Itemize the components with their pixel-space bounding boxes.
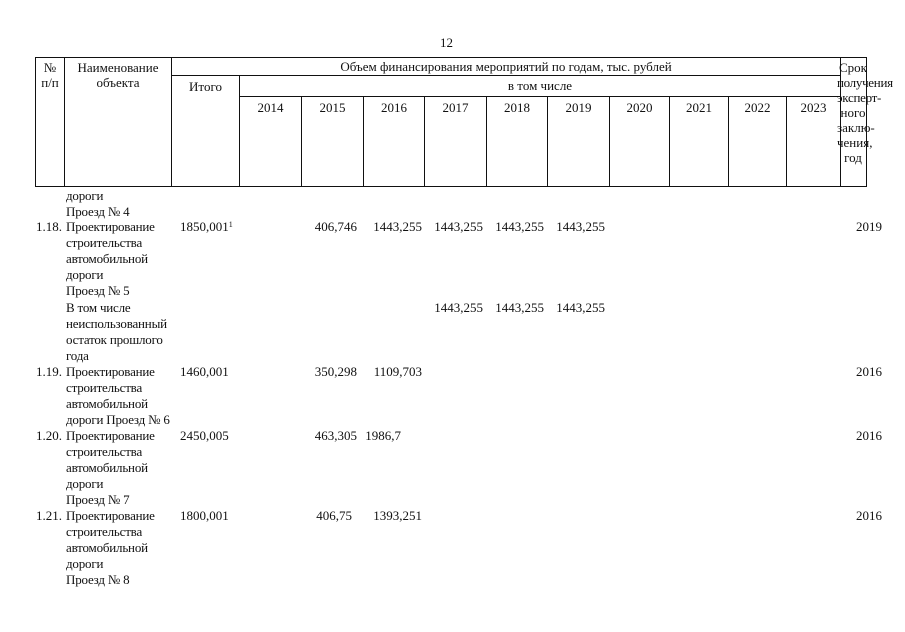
header-year-2022: 2022	[744, 100, 771, 115]
row-name: Проектирование строительства автомобильной дороги Проезд № 6	[66, 364, 170, 427]
value-2016: 1109,703	[373, 364, 422, 379]
header-funding: Объем финансирования мероприятий по годам, тыс. рублей	[340, 59, 672, 74]
footnote-mark: 1	[228, 220, 233, 229]
header-including: в том числе	[507, 78, 573, 93]
row-total: 1460,001	[180, 364, 229, 379]
value-2018: 1443,255	[495, 300, 544, 315]
value-2019: 1443,255	[556, 219, 605, 234]
header-num: № п/п	[41, 60, 59, 90]
row-name: В том числе неиспользованный остаток прошлого года	[66, 300, 167, 363]
header-name: Наименование объекта	[77, 60, 159, 90]
header-term: Срок получения эксперт- ного заклю- чения, год	[837, 60, 893, 165]
header-year-2016: 2016	[381, 100, 407, 115]
row-number: 1.19.	[36, 364, 62, 379]
row-name: Проектирование строительства автомобильной дороги Проезд № 7	[66, 428, 155, 507]
value-2016: 1443,255	[373, 219, 422, 234]
value-2017: 1443,255	[434, 300, 483, 315]
value-2016: 1986,7	[365, 428, 401, 443]
header-year-2021: 2021	[686, 100, 712, 115]
value-2018: 1443,255	[495, 219, 544, 234]
row-term: 2016	[856, 508, 882, 523]
row-name: Проектирование строительства автомобильной дороги Проезд № 8	[66, 508, 155, 587]
value-2015: 463,305	[314, 428, 357, 443]
row-name: Проектирование строительства автомобильной дороги Проезд № 5	[66, 219, 155, 298]
row-term: 2016	[856, 364, 882, 379]
value-2019: 1443,255	[556, 300, 605, 315]
row-number: 1.20.	[36, 428, 62, 443]
value-2017: 1443,255	[434, 219, 483, 234]
row-term: 2019	[856, 219, 882, 234]
header-year-2015: 2015	[319, 100, 346, 115]
page-number: 12	[440, 35, 453, 50]
row-total: 2450,005	[180, 428, 229, 443]
value-2016: 1393,251	[373, 508, 422, 523]
carryover-name: дороги Проезд № 4	[66, 188, 130, 219]
header-year-2018: 2018	[504, 100, 530, 115]
row-number: 1.21.	[36, 508, 62, 523]
row-number: 1.18.	[36, 219, 62, 234]
header-year-2020: 2020	[626, 100, 653, 115]
header-year-2019: 2019	[565, 100, 592, 115]
row-term: 2016	[856, 428, 882, 443]
value-2015: 350,298	[314, 364, 357, 379]
header-year-2017: 2017	[442, 100, 469, 115]
value-2015: 406,75	[316, 508, 352, 523]
header-total: Итого	[189, 79, 222, 94]
header-year-2014: 2014	[257, 100, 284, 115]
header-year-2023: 2023	[800, 100, 827, 115]
row-total: 1850,001$^1$	[180, 219, 233, 234]
value-2015: 406,746	[314, 219, 357, 234]
row-total: 1800,001	[180, 508, 229, 523]
